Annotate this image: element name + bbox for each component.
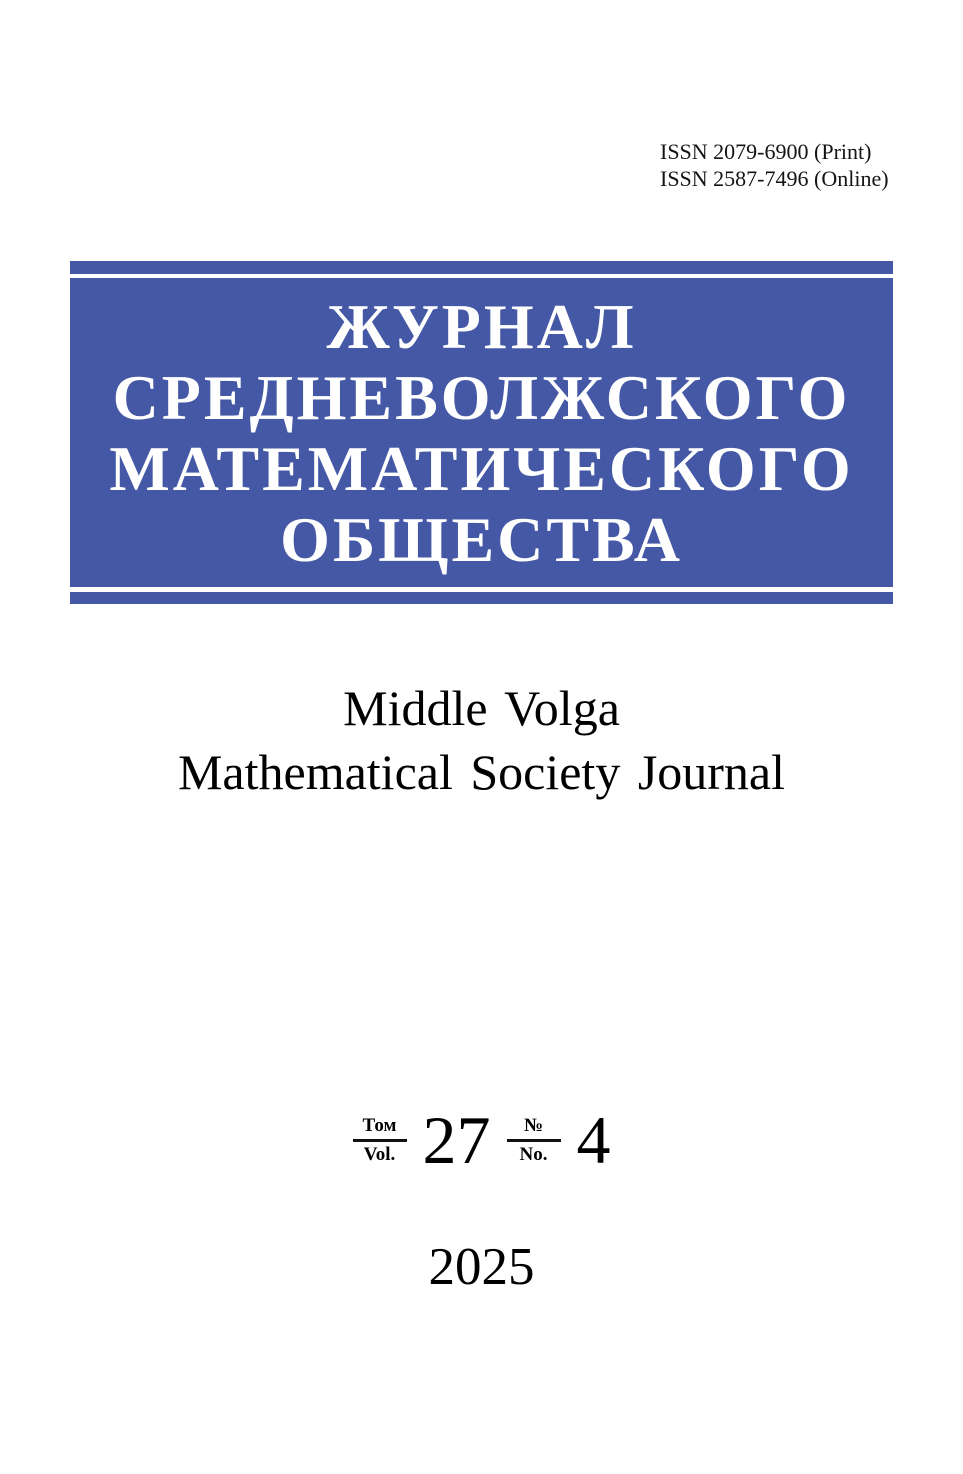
issue-info xyxy=(0,1102,963,1178)
journal-title-ru-line-3: МАТЕМАТИЧЕСКОГО xyxy=(109,433,854,504)
journal-title-en-line-2: Mathematical Society Journal xyxy=(177,744,786,800)
issn-online: ISSN 2587-7496 (Online) xyxy=(660,166,889,191)
journal-title-ru-line-2: СРЕДНЕВОЛЖСКОГО xyxy=(112,362,851,433)
volume-label-ru: Том xyxy=(353,1116,407,1142)
journal-title-en xyxy=(0,676,963,804)
banner-top-rule xyxy=(70,261,893,274)
journal-title-en-line-1: Middle Volga xyxy=(343,680,620,736)
issue-number: 4 xyxy=(576,1102,611,1178)
publication-year: 2025 xyxy=(428,1238,535,1296)
banner-bottom-rule xyxy=(70,592,893,604)
volume-label-en: Vol. xyxy=(363,1143,396,1165)
issue-number-label xyxy=(507,1116,561,1165)
journal-title-ru-line-4: ОБЩЕСТВА xyxy=(280,504,683,575)
issn-block xyxy=(660,138,889,192)
issue-number-label-en: No. xyxy=(519,1143,548,1165)
journal-title-ru xyxy=(70,278,893,587)
journal-title-banner xyxy=(70,261,893,604)
journal-title-ru-line-1: ЖУРНАЛ xyxy=(326,291,637,362)
volume-number: 27 xyxy=(422,1102,491,1178)
issn-print: ISSN 2079-6900 (Print) xyxy=(660,139,872,164)
volume-label xyxy=(353,1116,407,1165)
issue-number-label-ru: № xyxy=(507,1116,561,1142)
